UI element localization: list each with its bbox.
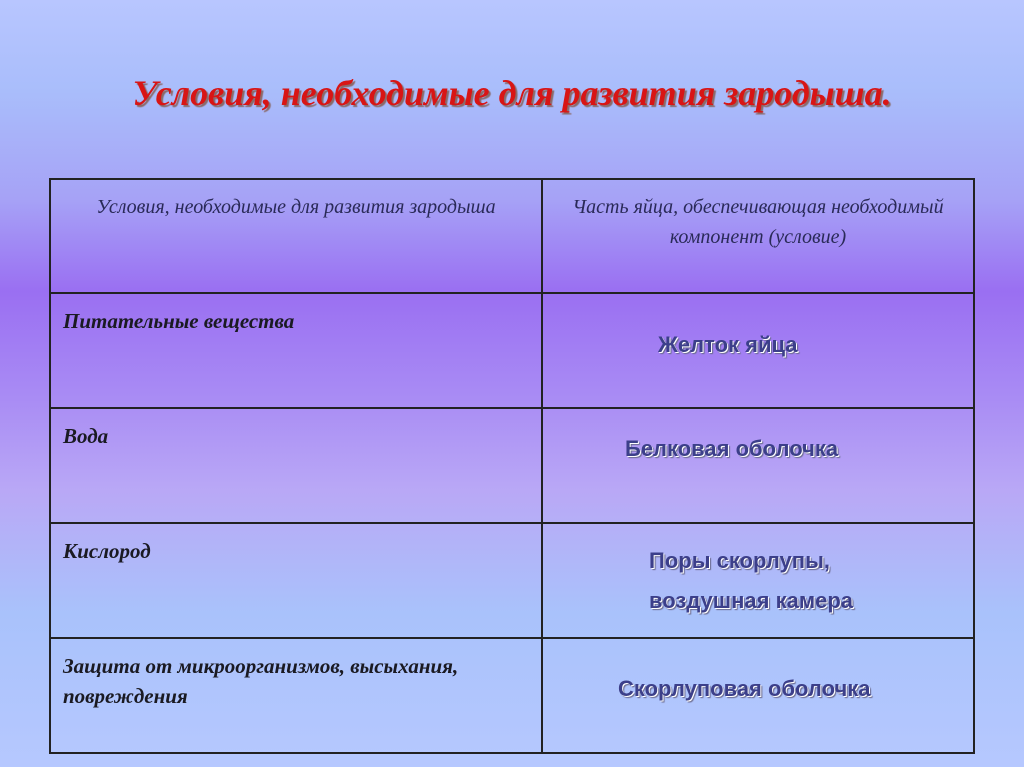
- conditions-table: [49, 178, 975, 754]
- table-row: [50, 293, 974, 408]
- egg-part-text: Белковая оболочка: [625, 436, 839, 461]
- egg-part-text-line-2: воздушная камера: [649, 588, 854, 613]
- table-row: [50, 408, 974, 523]
- header-conditions: Условия, необходимые для развития зародыша: [50, 179, 542, 293]
- table-row: [50, 523, 974, 638]
- condition-cell: Вода: [50, 408, 542, 523]
- table-header-row: [50, 179, 974, 293]
- condition-cell: Питательные вещества: [50, 293, 542, 408]
- egg-part-text: Скорлуповая оболочка: [618, 676, 871, 701]
- egg-part-text: Желток яйца: [658, 332, 798, 357]
- condition-cell: Защита от микроорганизмов, высыхания, повреждения: [50, 638, 542, 753]
- header-egg-part: Часть яйца, обеспечивающая необходимый компонент (условие): [542, 179, 974, 293]
- slide-title: Условия, необходимые для развития зародыша.: [132, 73, 892, 113]
- table-row: [50, 638, 974, 753]
- egg-part-text-line-1: Поры скорлупы,: [649, 548, 830, 573]
- egg-part-cell: [542, 638, 974, 753]
- egg-part-cell: [542, 293, 974, 408]
- egg-part-cell: [542, 523, 974, 638]
- egg-part-cell: [542, 408, 974, 523]
- condition-cell: Кислород: [50, 523, 542, 638]
